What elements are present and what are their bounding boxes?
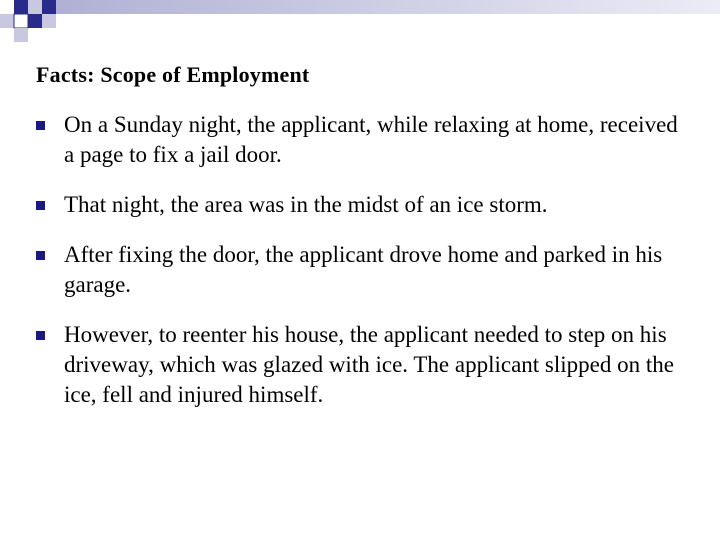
bullet-item <box>36 240 686 300</box>
bullet-text: On a Sunday night, the applicant, while relaxing at home, received a page to fix a jail door. <box>64 112 678 167</box>
square-bullet-icon <box>36 251 45 260</box>
bullet-list <box>36 110 686 410</box>
bullet-text: After fixing the door, the applicant drove home and parked in his garage. <box>64 242 663 297</box>
bullet-text: However, to reenter his house, the applicant needed to step on his driveway, which was glazed with ice. The applicant slipped on the ice, fell and injured himself. <box>64 322 674 407</box>
square-bullet-icon <box>36 201 45 210</box>
square-bullet-icon <box>36 331 45 340</box>
slide-title: Facts: Scope of Employment <box>36 62 310 87</box>
header-decoration <box>0 0 720 42</box>
square-bullet-icon <box>36 121 45 130</box>
bullet-item <box>36 190 686 220</box>
bullet-item <box>36 320 686 410</box>
bullet-text: That night, the area was in the midst of an ice storm. <box>64 192 548 217</box>
bullet-item <box>36 110 686 170</box>
